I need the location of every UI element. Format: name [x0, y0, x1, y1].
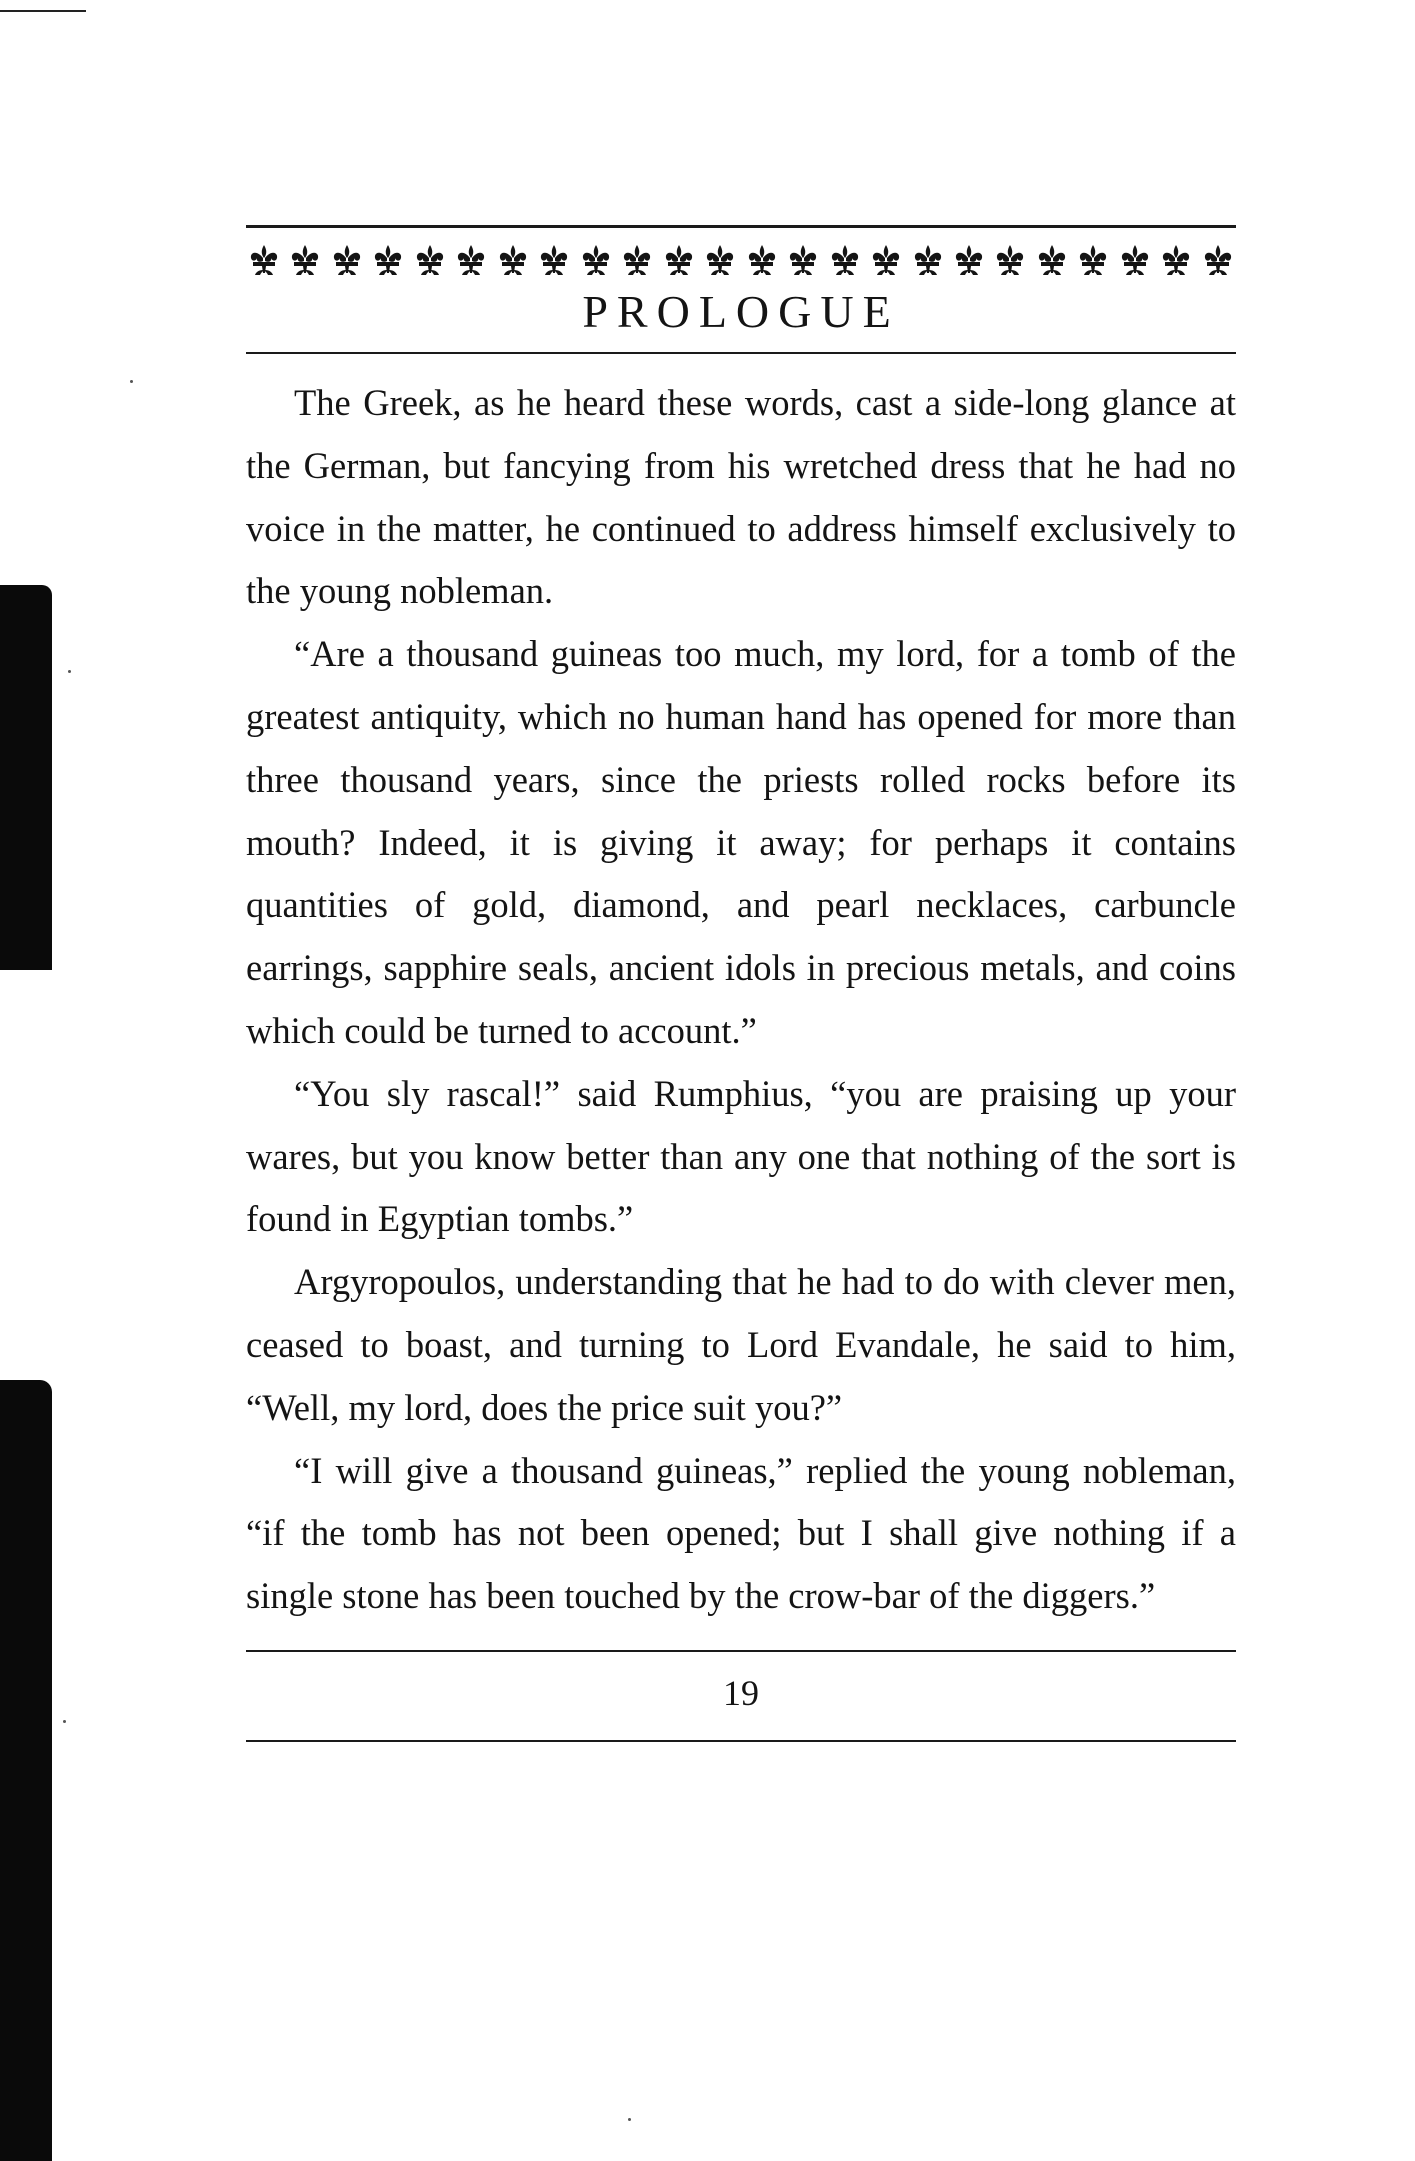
- body-text: [246, 372, 1236, 1628]
- paragraph: Argyropoulos, understanding that he had to do with clever men, ceased to boast, and turning to Lord Evandale, he said to him, “Well, my lord, does the price suit you?”: [246, 1261, 1236, 1428]
- fleur-de-lis-icon: [578, 243, 614, 277]
- scan-speck: [63, 1720, 66, 1723]
- footer-rule-bottom: [246, 1740, 1236, 1742]
- fleur-de-lis-icon: [329, 243, 365, 277]
- page-title: PROLOGUE: [582, 286, 900, 337]
- scan-speck: [68, 670, 71, 673]
- title-rule: [246, 352, 1236, 354]
- header-top-rule: [246, 225, 1236, 228]
- fleur-de-lis-icon: [1158, 243, 1194, 277]
- fleur-de-lis-icon: [1200, 243, 1236, 277]
- corner-scan-mark: [0, 10, 86, 12]
- fleur-de-lis-icon: [536, 243, 572, 277]
- fleur-de-lis-icon: [827, 243, 863, 277]
- paragraph: “I will give a thousand guineas,” replied the young nobleman, “if the tomb has not been opened; but I shall give nothing if a single stone has been touched by the crow-bar of the diggers.”: [246, 1449, 1236, 1617]
- fleur-de-lis-icon: [702, 243, 738, 277]
- ornament-border: [246, 240, 1236, 280]
- paragraph: The Greek, as he heard these words, cast a side-long glance at the German, but fancying from his wretched dress that he had no voice in the matter, he continued to address himself exclusively to the young nobleman.: [246, 382, 1236, 612]
- fleur-de-lis-icon: [495, 243, 531, 277]
- scan-speck: [628, 2118, 631, 2121]
- footer-rule-top: [246, 1650, 1236, 1652]
- fleur-de-lis-icon: [1075, 243, 1111, 277]
- fleur-de-lis-icon: [992, 243, 1028, 277]
- fleur-de-lis-icon: [661, 243, 697, 277]
- fleur-de-lis-icon: [1117, 243, 1153, 277]
- fleur-de-lis-icon: [370, 243, 406, 277]
- fleur-de-lis-icon: [412, 243, 448, 277]
- fleur-de-lis-icon: [246, 243, 282, 277]
- paragraph: “Are a thousand guineas too much, my lord, for a tomb of the greatest antiquity, which no human hand has opened for more than three thousand years, since the priests rolled rocks before its mouth? Indeed, it is giving it away; for perhaps it contains quantities of gold, diamond, and pearl necklaces, carbuncle earrings, sapphire seals, ancient idols in precious metals, and coins which could be turned to account.”: [246, 633, 1236, 1051]
- fleur-de-lis-icon: [453, 243, 489, 277]
- fleur-de-lis-icon: [910, 243, 946, 277]
- book-page: [246, 225, 1236, 1742]
- fleur-de-lis-icon: [744, 243, 780, 277]
- scan-speck: [130, 380, 133, 383]
- fleur-de-lis-icon: [785, 243, 821, 277]
- paragraph: “You sly rascal!” said Rumphius, “you are praising up your wares, but you know better than any one that nothing of the sort is found in Egyptian tombs.”: [246, 1072, 1236, 1240]
- fleur-de-lis-icon: [287, 243, 323, 277]
- fleur-de-lis-icon: [951, 243, 987, 277]
- fleur-de-lis-icon: [619, 243, 655, 277]
- scan-edge-shadow-lower: [0, 1380, 52, 2161]
- fleur-de-lis-icon: [1034, 243, 1070, 277]
- scan-edge-shadow-upper: [0, 585, 52, 970]
- page-number: 19: [723, 1672, 759, 1713]
- fleur-de-lis-icon: [868, 243, 904, 277]
